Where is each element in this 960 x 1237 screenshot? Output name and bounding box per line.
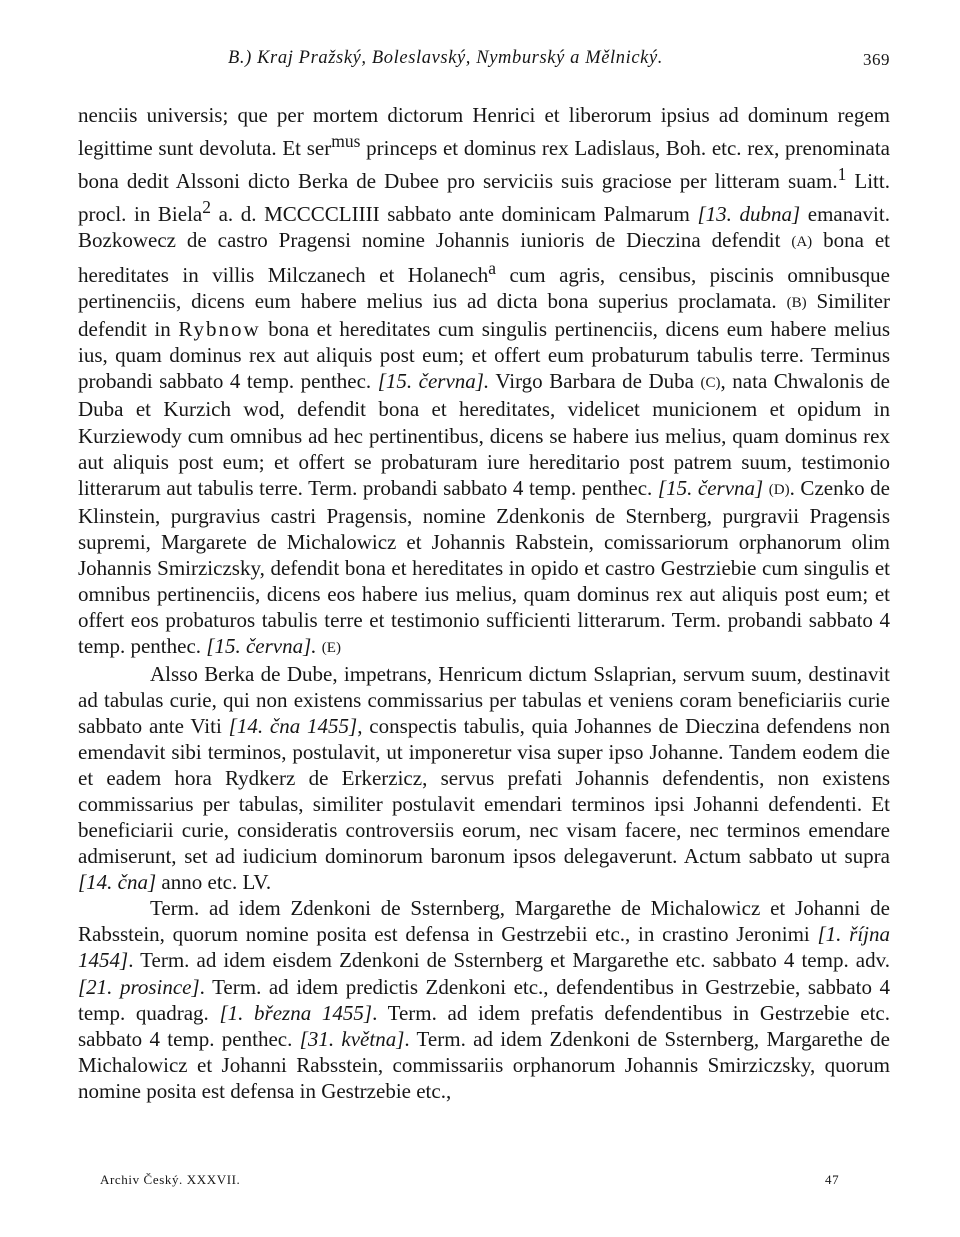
marginal-mark: (E) (321, 639, 341, 656)
text-run: Litt. procl. in Biela (78, 169, 890, 227)
date-annotation: [15. června] (657, 475, 764, 500)
paragraph-1 (78, 102, 890, 661)
text-run: Similiter defendit in (78, 289, 890, 342)
signature-number: 47 (825, 1172, 840, 1187)
text-run: . Czenko de Klinstein, purgravius castri Pragensis, nomine Zdenkonis de Sternberg, purgravii Pragensis supremi, Margarete de Michalowicz et Johannis Rabstein, comissariorum orphanorum olim Johannis Smirziczsky, defendit bona et hereditates in opido et castro Gestrziebie cum singulis et omnibus pertinenciis, dicens eos habere ius melius, quam dominus rex aut aliquis post eum; et offert eos probaturos tabulis terre et testimonio sufficienti litterarum. Term. probandi sabbato 4 temp. penthec. (78, 475, 890, 658)
date-annotation: [31. května] (299, 1026, 405, 1051)
text-run: . Term. ad idem prefatis defendentibus in Gestrzebie etc. sabbato 4 temp. penthec. (78, 1000, 890, 1051)
superscript: mus (331, 131, 361, 152)
date-annotation: [1. října 1454] (78, 922, 890, 973)
date-annotation: [15. června]. (377, 369, 490, 394)
text-run: Alsso Berka de Dube, impetrans, Henricum dictum Sslaprian, servum suum, destinavit ad tabulas curie, qui non existens commissarius per tabulas et veniens coram beneficiariis curie sabbato ante Viti (78, 661, 890, 739)
page-header (78, 48, 890, 78)
page-number: 369 (863, 50, 890, 69)
text-run: a. d. MCCCCLIIII sabbato ante dominicam Palmarum (211, 202, 698, 227)
marginal-mark: (D) (768, 481, 790, 498)
paragraph-2 (78, 661, 890, 895)
text-run: . Term. ad idem predictis Zdenkoni etc., defendentibus in Gestrzebie, sabbato 4 temp. quadrag. (78, 974, 890, 1025)
footnote-ref: a (488, 258, 496, 279)
text-run: bona et hereditates cum singulis pertinenciis, dicens eum habere melius ius, quam dominus rex aut aliquis post eum; et offert eum probaturum tabulis terre. Terminus probandi sabbato 4 temp. penthec. (78, 317, 890, 394)
date-annotation: [14. čna 1455] (228, 714, 358, 739)
text-run: princeps et dominus rex Ladislaus, Boh. etc. rex, prenominata bona dedit Alssoni dicto Berka de Dubee pro serviciis suis graciose per litteram suam. (78, 136, 890, 194)
page-footer (78, 1172, 890, 1196)
text-run: Virgo Barbara de Duba (489, 369, 701, 394)
date-annotation: [21. prosince] (78, 974, 200, 999)
body-text (78, 102, 890, 1104)
date-annotation: [1. března 1455] (219, 1000, 373, 1025)
date-annotation: [15. června]. (206, 633, 317, 658)
text-run: emanavit. Bozkowecz de castro Pragensi nomine Johannis iunioris de Dieczina defendit (78, 202, 890, 253)
marginal-mark: (C) (700, 375, 721, 392)
date-annotation: [13. dubna] (697, 202, 801, 227)
text-run: , conspectis tabulis, quia Johannes de Dieczina defendens non emendavit sibi terminos, postulavit, ut imponeretur visa super ipso Johanne. Tandem eodem die et eadem hora Rydkerz de Erkerzicz, servus prefati Johannis defendentis, non existens commissarius per tabulas, similiter postulavit emendari terminos ipsi Johanni defendenti. Et beneficiarii curie, consideratis controversiis eorum, nec visam facere, nec terminos emendare admiserunt, set ad iudicium dominorum baronum ipsos delegaverunt. Actum sabbato ut supra (78, 714, 891, 869)
signature-label: Archiv Český. XXXVII. (100, 1172, 241, 1187)
text-run: . Term. ad idem Zdenkoni de Ssternberg, Margarethe de Michalowicz et Johanni Rabsstein, commissariis orphanorum Johannis Smirziczsky, quorum nomine posita est defensa in Gestrzebie etc., (78, 1026, 890, 1103)
text-run: Term. ad idem Zdenkoni de Ssternberg, Margarethe de Michalowicz et Johanni de Rabsstein, quorum nomine posita est defensa in Gestrzebii etc., in crastino Jeronimi (78, 896, 890, 947)
text-run: anno etc. LV. (156, 870, 272, 895)
marginal-mark: (A) (791, 234, 813, 251)
footnote-ref: 2 (202, 197, 211, 218)
text-run: , nata Chwalonis de Duba et Kurzich wod, defendit bona et hereditates, videlicet municionem et opidum in Kurziewody cum omnibus ad hec pertinentibus, dicens se habere ius melius, quam dominus rex aut aliquis post eum; et offert se probaturam iure hereditario post patrem suum, testimonio litterarum aut tabulis terre. Term. probandi sabbato 4 temp. penthec. (78, 369, 890, 500)
footnote-ref: 1 (837, 164, 847, 185)
book-page (78, 48, 891, 1187)
running-title: B.) Kraj Pražský, Boleslavský, Nymburský a Mělnický. (228, 48, 664, 68)
text-run: . Term. ad idem eisdem Zdenkoni de Ssternberg et Margarethe etc. sabbato 4 temp. adv. (128, 948, 890, 973)
text-run: nenciis universis; que per mortem dictorum Henrici et liberorum ipsius ad dominum regem legittime sunt devoluta. Et ser (78, 103, 890, 161)
date-annotation: [14. čna] (78, 870, 157, 895)
text-run: cum agris, censibus, piscinis omnibusque pertinenciis, dicens eum habere melius ius ad dicta bona superius proclamata. (78, 263, 890, 314)
text-run: bona et hereditates in villis Milczanech et Holanech (78, 228, 891, 288)
spaced-place-name: Rybnow (178, 317, 261, 342)
marginal-mark: (B) (786, 295, 807, 312)
paragraph-3 (78, 895, 890, 1103)
